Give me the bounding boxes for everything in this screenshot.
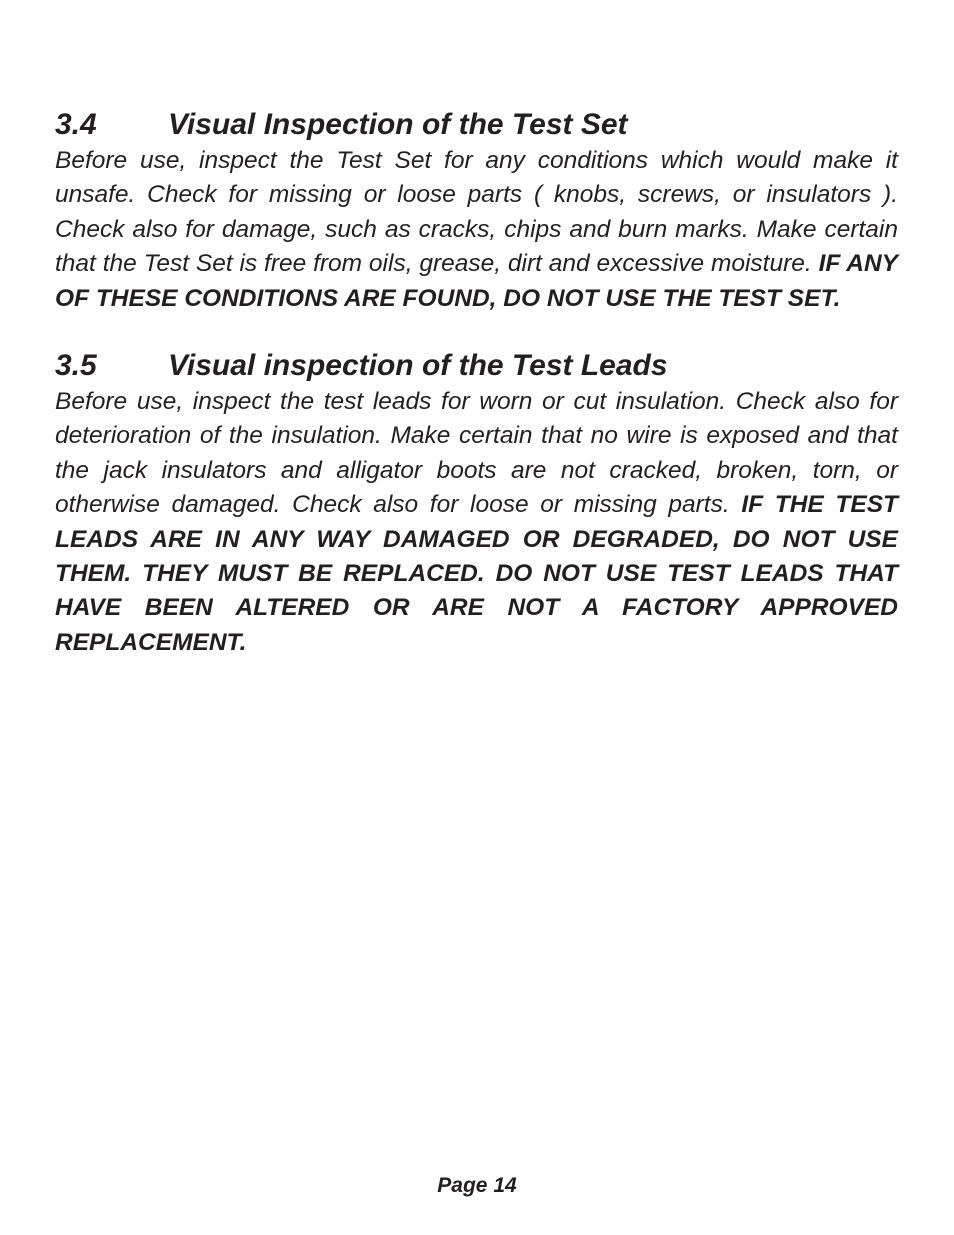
section-number: 3.5: [55, 349, 97, 383]
warning-text: IF THE TEST LEADS ARE IN ANY WAY DAMAGED OR DEGRADED, DO NOT USE THEM. THEY MUST BE REPLACED. DO NOT USE TEST LEADS THAT HAVE BEEN ALTERED OR ARE NOT A FACTORY APPROVED REPLACEMENT.: [55, 491, 899, 656]
page-number: Page 14: [437, 1174, 517, 1197]
section-3-4: [55, 106, 898, 316]
section-3-5: [55, 347, 898, 660]
warning-text: IF ANY OF THESE CONDITIONS ARE FOUND, DO NOT USE THE TEST SET.: [55, 250, 899, 312]
paragraph-text: Before use, inspect the test leads for worn or cut insulation. Check also for deterioration of the insulation. Make certain that no wire is exposed and that the jack insulators and alligator boots are not cracked, broken, torn, or otherwise damaged. Check also for loose or missing parts.: [55, 388, 898, 519]
section-heading: [55, 347, 898, 385]
section-number: 3.4: [55, 108, 97, 141]
document-page: [55, 106, 898, 660]
section-title: Visual inspection of the Test Leads: [168, 349, 668, 383]
section-heading: [55, 106, 898, 144]
section-title: Visual Inspection of the Test Set: [168, 108, 628, 141]
section-paragraph: [55, 385, 898, 660]
paragraph-text: Before use, inspect the Test Set for any conditions which would make it unsafe. Check for missing or loose parts ( knobs, screws, or insulators ). Check also for damage, such as cracks, chips and burn marks. Make certain that the Test Set is free from oils, grease, dirt and excessive moisture.: [55, 147, 898, 278]
section-paragraph: [55, 144, 898, 316]
